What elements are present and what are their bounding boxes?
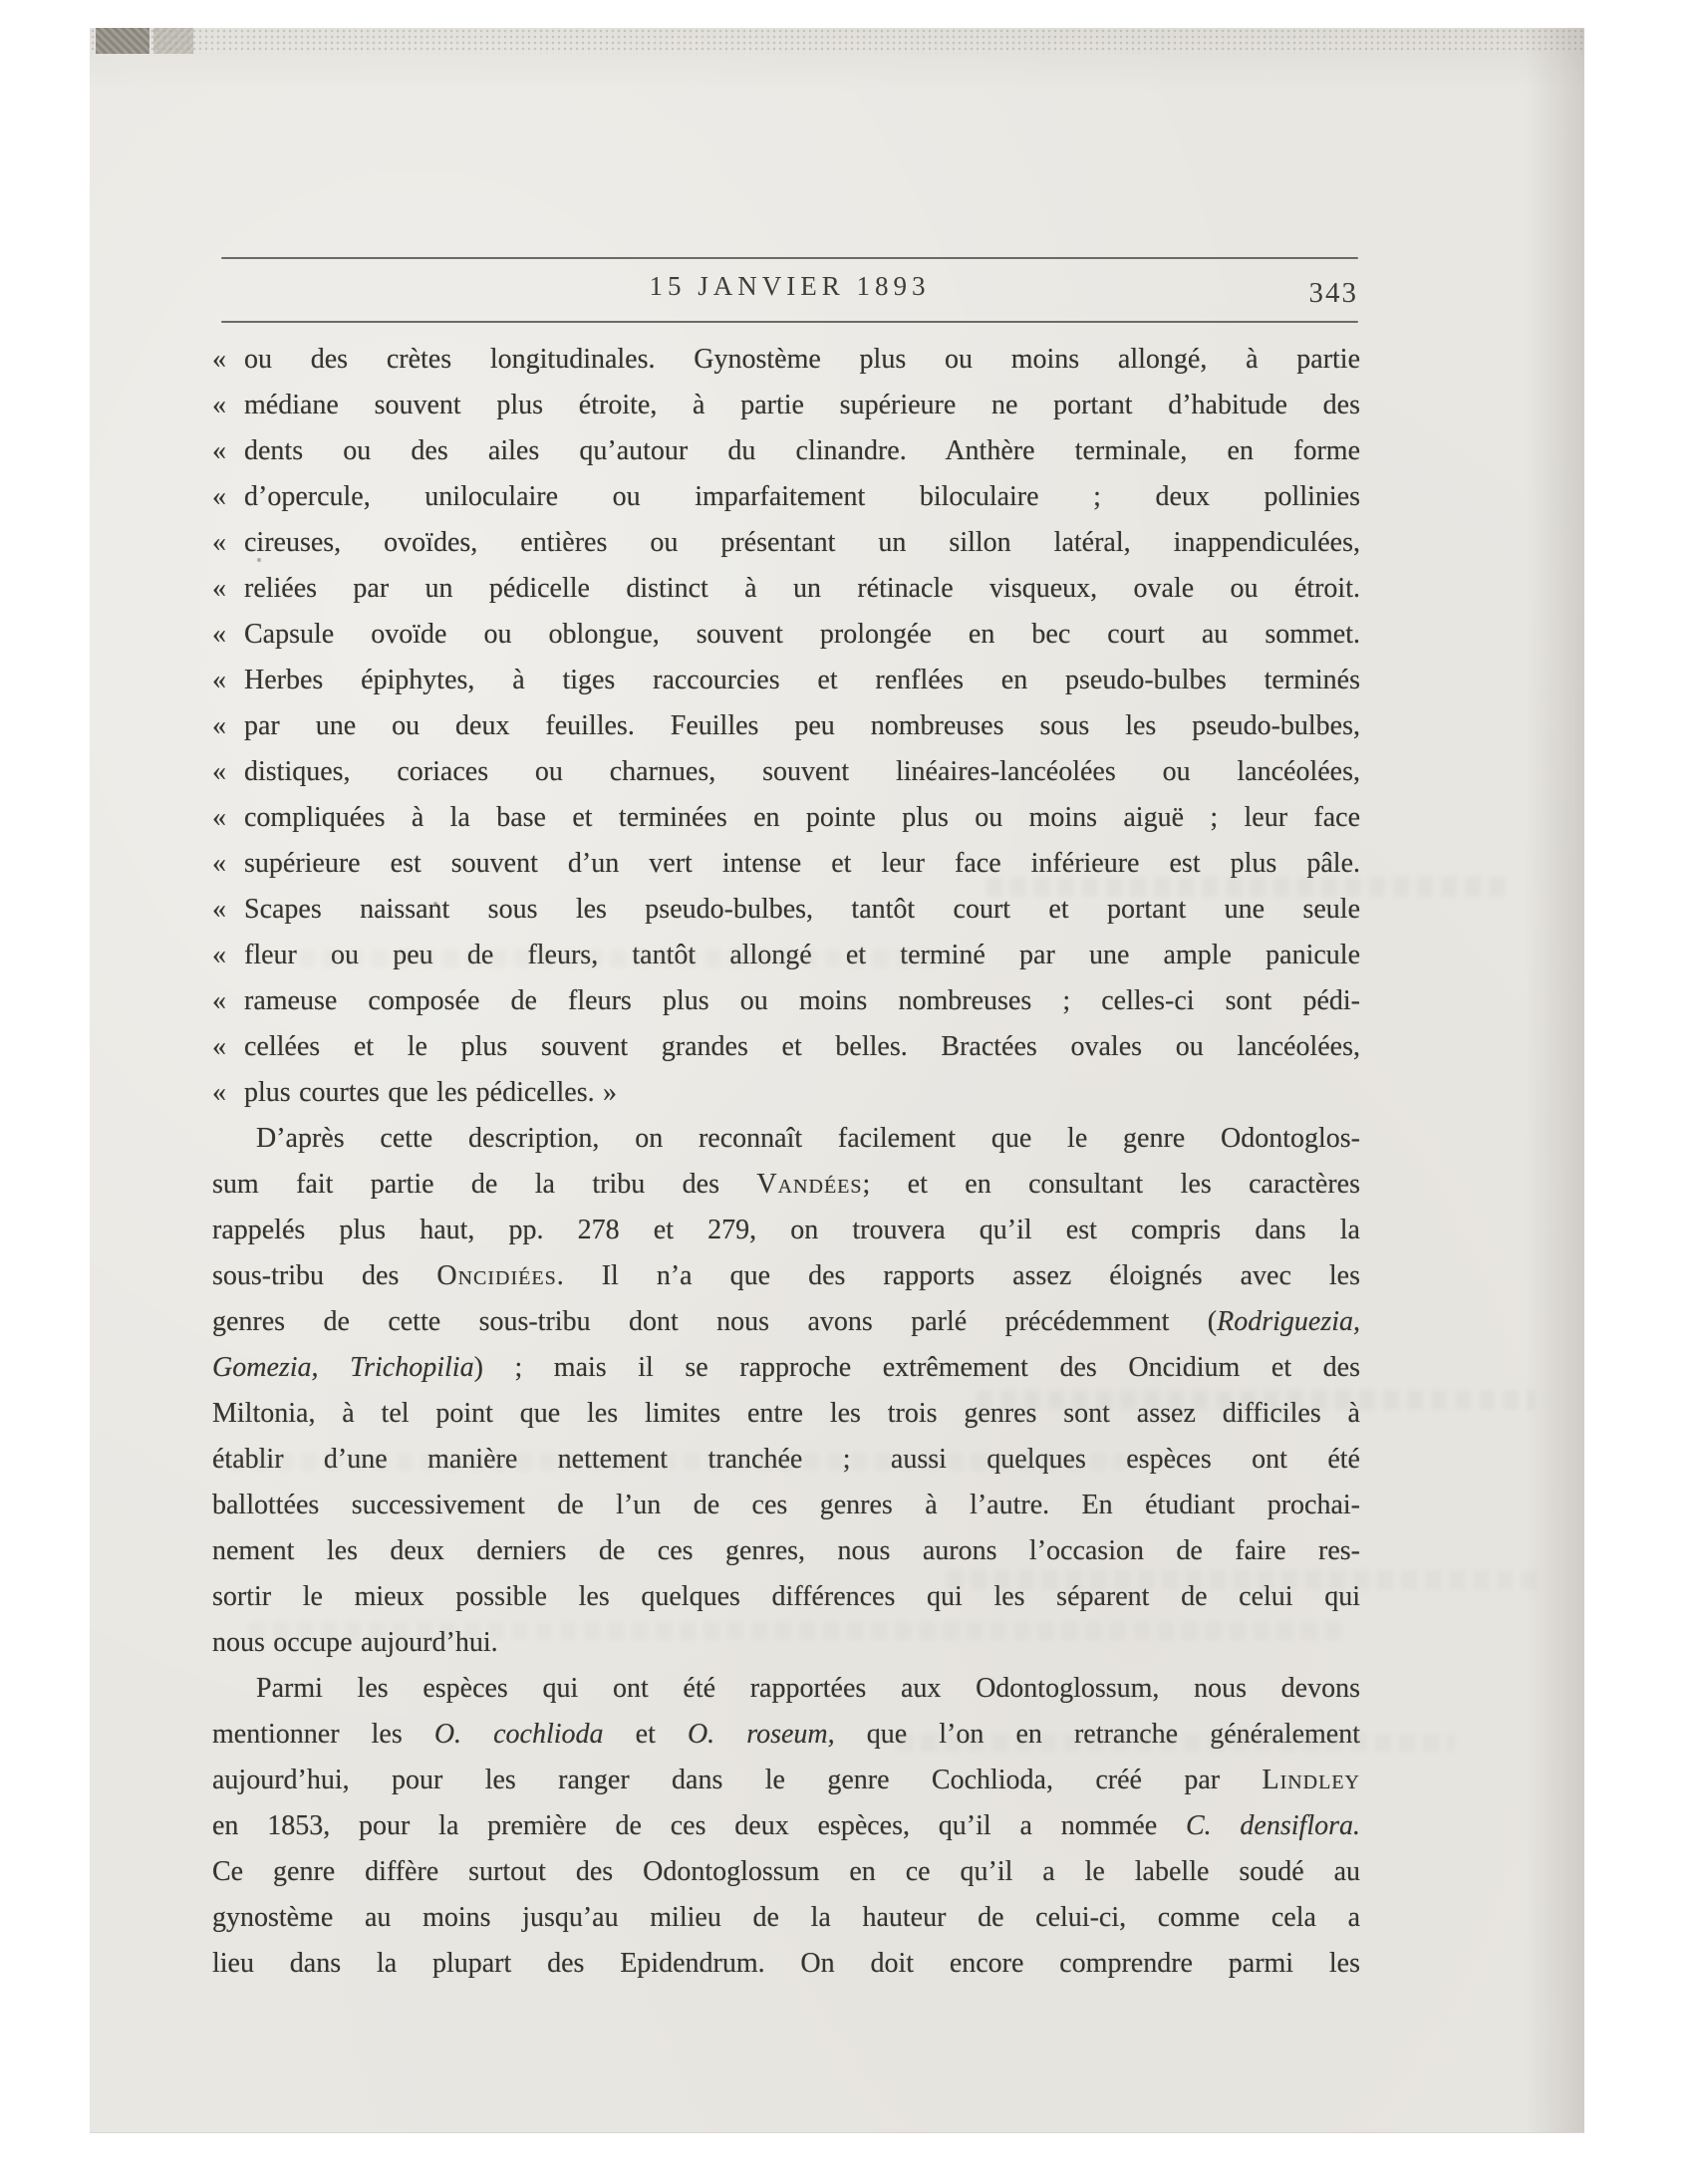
text-line: [212, 1208, 1360, 1253]
text-segment: médiane souvent plus étroite, à partie supérieure ne portant d’habitude des: [244, 390, 1360, 420]
bleedthrough-smudge: [249, 1622, 1345, 1640]
text-segment: genres de cette sous-tribu dont nous avons parlé précédemment (: [212, 1306, 1218, 1337]
text-line: [212, 658, 1360, 703]
text-line: [212, 1253, 1360, 1299]
text-line: [212, 1116, 1360, 1162]
guillemet-open-mark: «: [212, 344, 226, 375]
guillemet-open-mark: «: [212, 619, 226, 650]
text-segment: ou des crètes longitudinales. Gynostème plus ou moins allongé, à partie: [244, 344, 1360, 375]
bleedthrough-smudge: [947, 1570, 1545, 1590]
text-segment: Herbes épiphytes, à tiges raccourcies et renflées en pseudo-bulbes terminés: [244, 665, 1360, 695]
text-segment: rameuse composée de fleurs plus ou moins nombreuses ; celles-ci sont pédi-: [244, 985, 1360, 1016]
dust-speck: [1233, 1959, 1237, 1963]
text-segment: mentionner les: [212, 1719, 434, 1750]
text-segment: Miltonia, à tel point que les limites entre les trois genres sont assez difficiles à: [212, 1398, 1360, 1429]
text-line: [212, 703, 1360, 749]
guillemet-open-mark: «: [212, 940, 226, 970]
text-segment: établir d’une manière nettement tranchée ; aussi quelques espèces ont été: [212, 1444, 1360, 1475]
text-segment: O. cochlioda: [433, 1719, 604, 1750]
text-segment: distiques, coriaces ou charnues, souvent linéaires-lancéolées ou lancéolées,: [244, 756, 1360, 787]
header-date: 15 JANVIER 1893: [649, 271, 931, 301]
guillemet-open-mark: «: [212, 710, 226, 741]
text-line: [212, 1483, 1360, 1528]
guillemet-open-mark: «: [212, 435, 226, 466]
text-segment: plus courtes que les pédicelles. »: [244, 1077, 618, 1108]
text-segment: par une ou deux feuilles. Feuilles peu nombreuses sous les pseudo-bulbes,: [244, 710, 1360, 741]
text-segment: . Il n’a que des rapports assez éloignés avec les: [556, 1260, 1360, 1291]
guillemet-open-mark: «: [212, 802, 226, 833]
text-segment: gynostème au moins jusqu’au milieu de la hauteur de celui-ci, comme cela a: [212, 1902, 1360, 1933]
text-line: [212, 749, 1360, 795]
text-segment: Oncidiées: [436, 1260, 557, 1291]
text-line: [212, 337, 1360, 383]
text-segment: ; et en consultant les caractères: [862, 1169, 1360, 1200]
text-line: [212, 1895, 1360, 1941]
guillemet-open-mark: «: [212, 985, 226, 1016]
text-line: [212, 1345, 1360, 1391]
bleedthrough-smudge: [897, 1734, 1455, 1752]
text-line: [212, 1162, 1360, 1208]
scan-edge-dark-mark: [96, 28, 149, 54]
text-line: [212, 1528, 1360, 1574]
guillemet-open-mark: «: [212, 1077, 226, 1108]
text-segment: en 1853, pour la première de ces deux espèces, qu’il a nommée: [212, 1810, 1186, 1841]
text-segment: dents ou des ailes qu’autour du clinandre. Anthère terminale, en forme: [244, 435, 1360, 466]
text-segment: que l’on en retranche généralement: [834, 1719, 1360, 1750]
text-segment: O. roseum,: [687, 1719, 835, 1750]
guillemet-open-mark: «: [212, 573, 226, 604]
text-segment: Rodriguezia,: [1217, 1306, 1360, 1337]
text-segment: Lindley: [1262, 1765, 1360, 1795]
text-segment: lieu dans la plupart des Epidendrum. On doit encore comprendre parmi les: [212, 1948, 1360, 1979]
text-segment: Gomezia, Trichopilia: [212, 1352, 474, 1383]
text-line: [212, 795, 1360, 841]
text-segment: nous occupe aujourd’hui.: [212, 1627, 498, 1658]
text-segment: sum fait partie de la tribu des: [212, 1169, 757, 1200]
text-line: [212, 1849, 1360, 1895]
bleedthrough-smudge: [299, 950, 937, 967]
scan-edge-light-mark: [153, 28, 193, 54]
text-segment: C. densiflora.: [1185, 1810, 1360, 1841]
header-top-rule: [221, 257, 1358, 259]
scanned-page: [90, 28, 1584, 2133]
text-segment: Scapes naissant sous les pseudo-bulbes, tantôt court et portant une seule: [244, 894, 1360, 925]
text-segment: Ce genre diffère surtout des Odontoglossum en ce qu’il a le labelle soudé au: [212, 1856, 1360, 1887]
page-number: 343: [1308, 277, 1358, 309]
dust-speck: [433, 902, 437, 906]
text-line: [212, 474, 1360, 520]
text-segment: sortir le mieux possible les quelques différences qui les séparent de celui qui: [212, 1581, 1360, 1612]
text-segment: sous-tribu des: [212, 1260, 437, 1291]
header-bottom-rule: [221, 321, 1358, 323]
text-segment: reliées par un pédicelle distinct à un rétinacle visqueux, ovale ou étroit.: [244, 573, 1360, 604]
text-segment: rappelés plus haut, pp. 278 et 279, on trouvera qu’il est compris dans la: [212, 1215, 1360, 1245]
text-line: [212, 1666, 1360, 1712]
bleedthrough-smudge: [229, 1453, 1126, 1471]
guillemet-open-mark: «: [212, 665, 226, 695]
text-segment: ) ; mais il se rapproche extrêmement des Oncidium et des: [473, 1352, 1360, 1383]
text-line: [212, 520, 1360, 566]
text-segment: cellées et le plus souvent grandes et belles. Bractées ovales ou lancéolées,: [244, 1031, 1360, 1062]
scan-edge-texture: [90, 28, 1584, 54]
guillemet-open-mark: «: [212, 1031, 226, 1062]
text-segment: Capsule ovoïde ou oblongue, souvent prolongée en bec court au sommet.: [244, 619, 1360, 650]
text-segment: Vandées: [756, 1169, 863, 1200]
text-line: [212, 978, 1360, 1024]
text-line: [212, 612, 1360, 658]
text-line: [212, 1024, 1360, 1070]
bleedthrough-smudge: [986, 877, 1505, 897]
text-segment: Parmi les espèces qui ont été rapportées aux Odontoglossum, nous devons: [256, 1673, 1360, 1704]
text-segment: ballottées successivement de l’un de ces genres à l’autre. En étudiant prochai-: [212, 1490, 1360, 1520]
guillemet-open-mark: «: [212, 756, 226, 787]
text-segment: compliquées à la base et terminées en pointe plus ou moins aiguë ; leur face: [244, 802, 1360, 833]
text-line: [212, 428, 1360, 474]
guillemet-open-mark: «: [212, 894, 226, 925]
text-segment: aujourd’hui, pour les ranger dans le genre Cochlioda, créé par: [212, 1765, 1263, 1795]
text-segment: et: [603, 1719, 688, 1750]
quoted-genus-description-block: [212, 337, 1360, 1116]
text-line: [212, 1299, 1360, 1345]
dust-speck: [257, 558, 261, 562]
text-segment: cireuses, ovoïdes, entières ou présentant un sillon latéral, inappendiculées,: [244, 527, 1360, 558]
guillemet-open-mark: «: [212, 390, 226, 420]
text-line: [212, 566, 1360, 612]
guillemet-open-mark: «: [212, 848, 226, 879]
text-line: [212, 1070, 1360, 1116]
guillemet-open-mark: «: [212, 481, 226, 512]
text-line: [212, 383, 1360, 428]
text-segment: nement les deux derniers de ces genres, nous aurons l’occasion de faire res-: [212, 1535, 1360, 1566]
bleedthrough-smudge: [977, 1390, 1535, 1410]
text-line: [212, 1803, 1360, 1849]
text-segment: d’opercule, uniloculaire ou imparfaitement biloculaire ; deux pollinies: [244, 481, 1360, 512]
text-segment: fleur ou peu de fleurs, tantôt allongé et terminé par une ample panicule: [244, 940, 1360, 970]
text-line: [212, 1758, 1360, 1803]
text-line: [212, 1941, 1360, 1987]
guillemet-open-mark: «: [212, 527, 226, 558]
paragraph-species: [212, 1666, 1360, 1987]
text-segment: D’après cette description, on reconnaît facilement que le genre Odontoglos-: [256, 1123, 1360, 1154]
text-segment: supérieure est souvent d’un vert intense et leur face inférieure est plus pâle.: [244, 848, 1360, 879]
